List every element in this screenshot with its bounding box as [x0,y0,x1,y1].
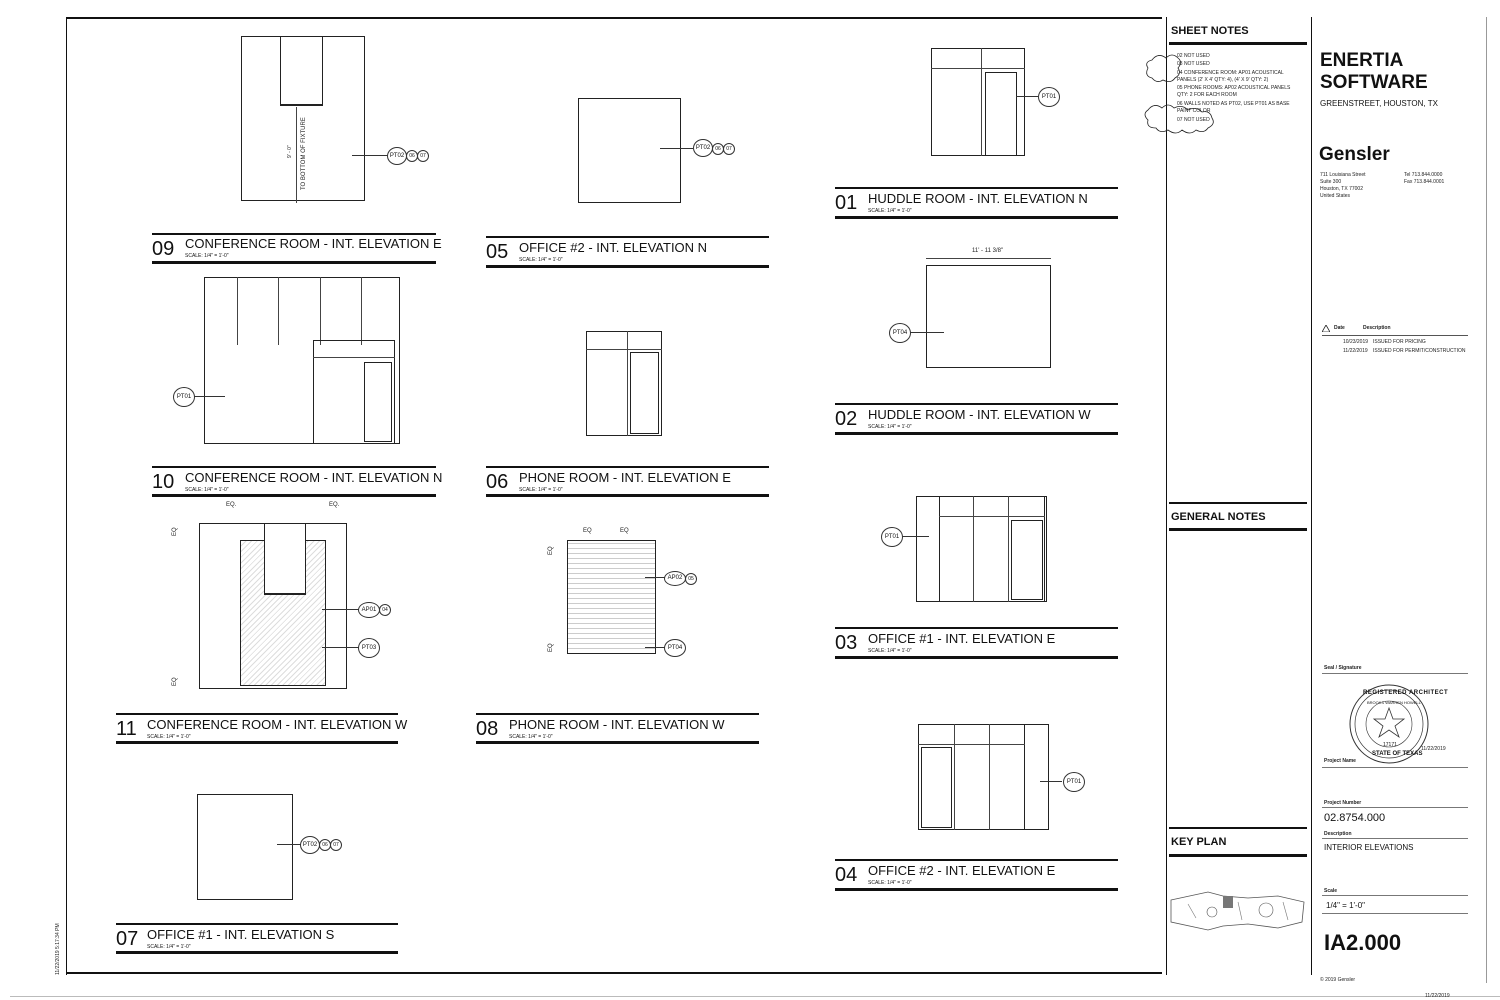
view-03-tag-pt01: PT01 [881,527,903,547]
view-05-leader [660,148,693,149]
view-scale: SCALE: 1/4" = 1'-0" [509,734,553,740]
view-07-tag-pt02: PT02 [300,836,320,854]
view-scale: SCALE: 1/4" = 1'-0" [868,880,912,886]
view-08-eq-bottom: EQ [548,643,554,652]
view-08-eq-top: EQ [548,546,554,555]
sheet-note: 02 NOT USED [1177,53,1210,59]
view-number: 03 [835,632,858,654]
sheet-bottom-border [66,972,1162,974]
view-number: 08 [476,718,499,740]
view-08-tag-05: 05 [685,573,697,585]
view-number: 04 [835,864,858,886]
view-11-eq-bottom: EQ [172,677,178,686]
view-name: PHONE ROOM - INT. ELEVATION E [519,470,731,485]
view-10-door [364,362,392,442]
scale-label: Scale [1324,888,1338,894]
view-11-eq-right: EQ. [329,502,340,508]
revision-desc: ISSUED FOR PRICING [1373,339,1426,345]
view-06-title [486,467,769,497]
view-name: HUDDLE ROOM - INT. ELEVATION W [868,407,1091,422]
view-11-tag-ap01: AP01 [358,602,380,618]
view-08-tag-ap02: AP02 [664,571,686,586]
view-11-fixture [264,523,306,595]
view-10-tag-pt01: PT01 [173,387,195,407]
firm-address-4: United States [1320,193,1351,199]
view-name: CONFERENCE ROOM - INT. ELEVATION E [185,236,442,251]
view-03-title [835,628,1118,658]
titleblock-divider [1311,17,1312,975]
view-scale: SCALE: 1/4" = 1'-0" [147,944,191,950]
seal-label: Seal / Signature [1324,665,1362,671]
revision-cloud-icon [1140,50,1240,142]
view-name: OFFICE #1 - INT. ELEVATION S [147,927,335,942]
seal-bottom-text: STATE OF TEXAS [1372,751,1423,757]
view-09-fixture [280,36,323,106]
revision-date: 11/22/2019 [1343,348,1368,354]
revision-header [1322,323,1468,336]
bottom-date: 11/22/2019 [1425,993,1450,999]
view-01-tag-pt01: PT01 [1038,87,1060,107]
sheet-note: 06 WALLS NOTED AS PT02, USE PT01 AS BASE [1177,101,1290,107]
view-name: HUDDLE ROOM - INT. ELEVATION N [868,191,1088,206]
project-name-label: Project Name [1324,758,1356,764]
firm-address-3: Houston, TX 77002 [1320,186,1363,192]
sheet-note: QTY: 2 FOR EACH ROOM [1177,92,1237,98]
sheet-note: 04 CONFERENCE ROOM: AP01 ACOUSTICAL [1177,70,1284,76]
firm-logo: Gensler [1319,144,1390,165]
view-05-title [486,237,769,267]
view-05-tag-06: 06 [712,143,724,155]
sheet-note: 07 NOT USED [1177,117,1210,123]
client-line1: ENERTIA [1320,50,1404,71]
revision-date-header: Date [1334,325,1345,331]
view-04-tag-pt01: PT01 [1063,772,1085,792]
view-number: 05 [486,241,509,263]
sheet-note: PANELS (2' X 4' QTY: 4), (4' X 9' QTY: 2) [1177,77,1269,83]
view-02-dim-width: 11' - 11 3/8" [972,248,1004,254]
firm-tel: Tel 713.844.0000 [1404,172,1443,178]
view-number: 02 [835,408,858,430]
key-plan-icon [1168,888,1308,938]
view-number: 10 [152,471,175,493]
view-05-tag-07: 07 [723,143,735,155]
view-name: PHONE ROOM - INT. ELEVATION W [509,717,725,732]
view-09-title [152,234,442,264]
view-03-door [1011,520,1043,600]
seal-number: 17171 [1383,742,1397,748]
view-02-title [835,404,1118,434]
sheet-description: INTERIOR ELEVATIONS [1324,843,1414,852]
titleblock-right-border [1486,17,1487,983]
view-07-title [116,924,398,954]
view-07-wall [197,794,293,900]
view-number: 07 [116,928,139,950]
view-04-title [835,860,1118,890]
view-01-title [835,188,1118,218]
view-09-leader [352,155,388,156]
sheet-right-border [1166,17,1167,975]
view-name: OFFICE #1 - INT. ELEVATION E [868,631,1056,646]
view-01-leader [1016,96,1038,97]
view-name: CONFERENCE ROOM - INT. ELEVATION N [185,470,443,485]
view-06-door [630,352,659,434]
view-11-eq-top: EQ [172,527,178,536]
view-09-dim-fixture: TO BOTTOM OF FIXTURE [301,117,307,190]
view-10-title [152,467,443,497]
view-name: OFFICE #2 - INT. ELEVATION N [519,240,708,255]
view-scale: SCALE: 1/4" = 1'-0" [519,257,563,263]
view-scale: SCALE: 1/4" = 1'-0" [868,208,912,214]
description-label: Description [1324,831,1352,837]
revision-date: 10/23/2019 [1343,339,1369,345]
seal-top-text: REGISTERED ARCHITECT [1363,690,1449,696]
copyright: © 2019 Gensler [1320,977,1356,983]
project-number: 02.8754.000 [1324,812,1386,824]
revision-desc: ISSUED FOR PERMIT/CONSTRUCTION [1373,348,1466,354]
view-05-wall [578,98,681,203]
sheet-note: PAINT COLOR [1177,108,1211,114]
sheet-note: 03 NOT USED [1177,61,1210,67]
revision-delta-icon [1322,325,1330,332]
view-scale: SCALE: 1/4" = 1'-0" [868,648,912,654]
firm-fax: Fax 713.844.0001 [1404,179,1445,185]
view-04-door [921,747,952,828]
view-08-eq-right: EQ [620,528,629,534]
view-10-leader [191,396,225,397]
general-notes-heading: GENERAL NOTES [1171,511,1266,523]
view-scale: SCALE: 1/4" = 1'-0" [147,734,191,740]
view-number: 06 [486,471,509,493]
view-number: 09 [152,238,175,260]
view-11-eq-left: EQ. [226,502,237,508]
sheet-note: 05 PHONE ROOMS: AP02 ACOUSTICAL PANELS [1177,85,1291,91]
sheet-outer-bottom [10,996,1500,997]
view-scale: SCALE: 1/4" = 1'-0" [185,253,229,259]
view-05-tag-pt02: PT02 [693,139,713,157]
view-name: CONFERENCE ROOM - INT. ELEVATION W [147,717,408,732]
project-location: GREENSTREET, HOUSTON, TX [1320,99,1438,108]
sheet-number: IA2.000 [1324,930,1402,955]
view-name: OFFICE #2 - INT. ELEVATION E [868,863,1056,878]
view-09-tag-07: 07 [417,150,429,162]
project-number-label: Project Number [1324,800,1362,806]
view-02-dim-line [926,258,1051,259]
view-02-tag-pt04: PT04 [889,323,911,343]
view-number: 01 [835,192,858,214]
view-09-dim-line [296,107,297,203]
view-scale: SCALE: 1/4" = 1'-0" [868,424,912,430]
view-08-tag-pt04: PT04 [664,639,686,657]
view-11-title [116,714,408,744]
view-07-tag-06: 06 [319,839,331,851]
view-07-tag-07: 07 [330,839,342,851]
timestamp-text: 11/22/2019 5:17:34 PM [55,923,61,975]
view-08-eq-left: EQ [583,528,592,534]
seal-date: 11/22/2019 [1421,746,1446,752]
sheet-notes-heading: SHEET NOTES [1171,25,1249,37]
view-09-dim-height: 9' - 0" [287,145,293,158]
view-11-tag-pt03: PT03 [358,638,380,658]
seal-name-text: BROOKS WARREN HOWELL [1367,700,1421,705]
firm-address-2: Suite 300 [1320,179,1342,185]
view-09-tag-pt02: PT02 [387,147,407,165]
firm-address-1: 711 Louisiana Street [1320,172,1366,178]
view-08-acoustic-wall [567,540,656,654]
sheet-left-border [66,17,67,975]
view-02-wall [926,265,1051,368]
view-scale: SCALE: 1/4" = 1'-0" [519,487,563,493]
view-09-tag-06: 06 [406,150,418,162]
view-11-tag-04: 04 [379,604,391,616]
client-line2: SOFTWARE [1320,72,1428,93]
sheet-top-border [66,17,1162,19]
view-08-title [476,714,759,744]
view-01-door [985,72,1017,156]
sheet-scale: 1/4" = 1'-0" [1326,901,1366,910]
view-scale: SCALE: 1/4" = 1'-0" [185,487,229,493]
view-number: 11 [116,718,137,740]
client-name [1320,50,1428,94]
key-plan-heading: KEY PLAN [1171,836,1227,848]
view-02-leader [908,332,944,333]
revision-desc-header: Description [1363,325,1391,331]
